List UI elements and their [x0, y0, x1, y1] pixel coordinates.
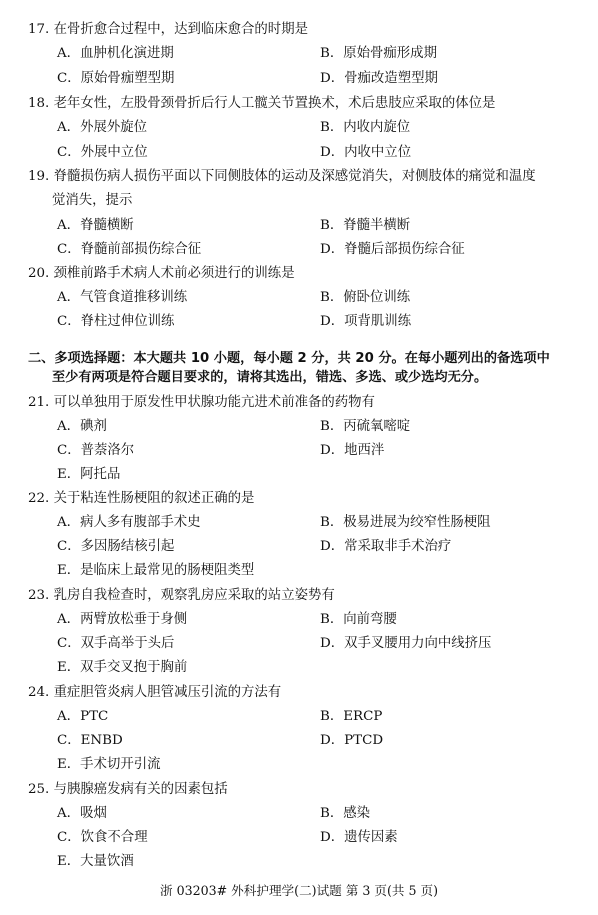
question-text: 可以单独用于原发性甲状腺功能亢进术前准备的药物有 — [53, 395, 375, 410]
question-text: 与胰腺癌发病有关的因素包括 — [53, 782, 228, 797]
question-20-option-b: B．俯卧位训练 — [320, 290, 411, 305]
question-21-stem — [28, 394, 588, 412]
question-20-option-c: C．脊柱过伸位训练 — [57, 314, 175, 329]
question-18-option-a: A．外展外旋位 — [57, 120, 148, 135]
question-17-option-d: D．骨痂改造塑型期 — [320, 71, 438, 86]
question-18-option-c: C．外展中立位 — [57, 145, 148, 160]
question-20-stem — [28, 265, 588, 283]
question-21-option-e: E．阿托品 — [57, 467, 121, 482]
question-25-option-c: C．饮食不合理 — [57, 830, 148, 845]
question-19-option-d: D．脊髓后部损伤综合征 — [320, 242, 465, 257]
question-text: 在骨折愈合过程中，达到临床愈合的时期是 — [53, 22, 308, 37]
question-21-option-a: A．碘剂 — [57, 419, 107, 434]
question-19-stem — [28, 168, 588, 186]
question-number: 20. — [28, 266, 50, 281]
question-25-option-e: E．大量饮酒 — [57, 854, 134, 869]
question-21-option-c: C．普萘洛尔 — [57, 443, 135, 458]
question-22-option-d: D．常采取非手术治疗 — [320, 539, 452, 554]
question-25-option-b: B．感染 — [320, 806, 371, 821]
question-18-option-d: D．内收中立位 — [320, 145, 412, 160]
question-number: 22. — [28, 491, 50, 506]
question-22-option-c: C．多因肠结核引起 — [57, 539, 175, 554]
question-23-option-b: B．向前弯腰 — [320, 612, 397, 627]
question-22-option-a: A．病人多有腹部手术史 — [57, 515, 201, 530]
question-17-option-b: B．原始骨痂形成期 — [320, 46, 437, 61]
question-text: 重症胆管炎病人胆管减压引流的方法有 — [53, 685, 282, 700]
page-footer: 浙 03203# 外科护理学(二)试题 第 3 页(共 5 页) — [159, 883, 439, 898]
question-text: 关于粘连性肠梗阻的叙述正确的是 — [53, 491, 255, 506]
question-25-stem — [28, 781, 588, 799]
question-text: 老年女性，左股骨颈骨折后行人工髋关节置换术，术后患肢应采取的体位是 — [53, 96, 496, 111]
question-23-option-a: A．两臂放松垂于身侧 — [57, 612, 188, 627]
question-22-option-e: E．是临床上最常见的肠梗阻类型 — [57, 563, 255, 578]
question-20-option-a: A．气管食道推移训练 — [57, 290, 188, 305]
question-number: 17. — [28, 22, 50, 37]
question-23-stem — [28, 587, 588, 605]
question-24-option-c: C．ENBD — [57, 733, 123, 748]
question-18-option-b: B．内收内旋位 — [320, 120, 411, 135]
question-17-option-a: A．血肿机化演进期 — [57, 46, 174, 61]
question-19-stem-continued: 觉消失，提示 — [52, 193, 133, 208]
question-text: 脊髓损伤病人损伤平面以下同侧肢体的运动及深感觉消失，对侧肢体的痛觉和温度 — [53, 169, 536, 184]
question-22-option-b: B．极易进展为绞窄性肠梗阻 — [320, 515, 491, 530]
question-24-option-e: E．手术切开引流 — [57, 757, 161, 772]
question-number: 19. — [28, 169, 50, 184]
question-number: 25. — [28, 782, 50, 797]
question-text: 乳房自我检查时，观察乳房应采取的站立姿势有 — [53, 588, 335, 603]
question-23-option-d: D．双手叉腰用力向中线挤压 — [320, 636, 492, 651]
question-20-option-d: D．项背肌训练 — [320, 314, 412, 329]
question-23-option-e: E．双手交叉抱于胸前 — [57, 660, 188, 675]
question-25-option-a: A．吸烟 — [57, 806, 107, 821]
section-heading-continued: 至少有两项是符合题目要求的，请将其选出，错选、多选、或少选均无分。 — [52, 370, 488, 385]
question-23-option-c: C．双手高举于头后 — [57, 636, 175, 651]
question-17-stem — [28, 21, 588, 39]
question-21-option-d: D．地西泮 — [320, 443, 385, 458]
section-heading: 二、多项选择题：本大题共 10 小题，每小题 2 分，共 20 分。在每小题列出的备选项中 — [28, 351, 550, 366]
question-number: 21. — [28, 395, 50, 410]
question-24-option-a: A．PTC — [57, 709, 109, 724]
question-number: 18. — [28, 96, 50, 111]
question-22-stem — [28, 490, 588, 508]
question-24-stem — [28, 684, 588, 702]
question-19-option-c: C．脊髓前部损伤综合征 — [57, 242, 202, 257]
question-number: 24. — [28, 685, 50, 700]
question-25-option-d: D．遗传因素 — [320, 830, 398, 845]
question-number: 23. — [28, 588, 50, 603]
question-24-option-b: B．ERCP — [320, 709, 383, 724]
question-18-stem — [28, 95, 588, 113]
question-19-option-a: A．脊髓横断 — [57, 218, 134, 233]
question-19-option-b: B．脊髓半横断 — [320, 218, 411, 233]
question-text: 颈椎前路手术病人术前必须进行的训练是 — [53, 266, 295, 281]
question-21-option-b: B．丙硫氧嘧啶 — [320, 419, 411, 434]
question-24-option-d: D．PTCD — [320, 733, 384, 748]
question-17-option-c: C．原始骨痂塑型期 — [57, 71, 175, 86]
